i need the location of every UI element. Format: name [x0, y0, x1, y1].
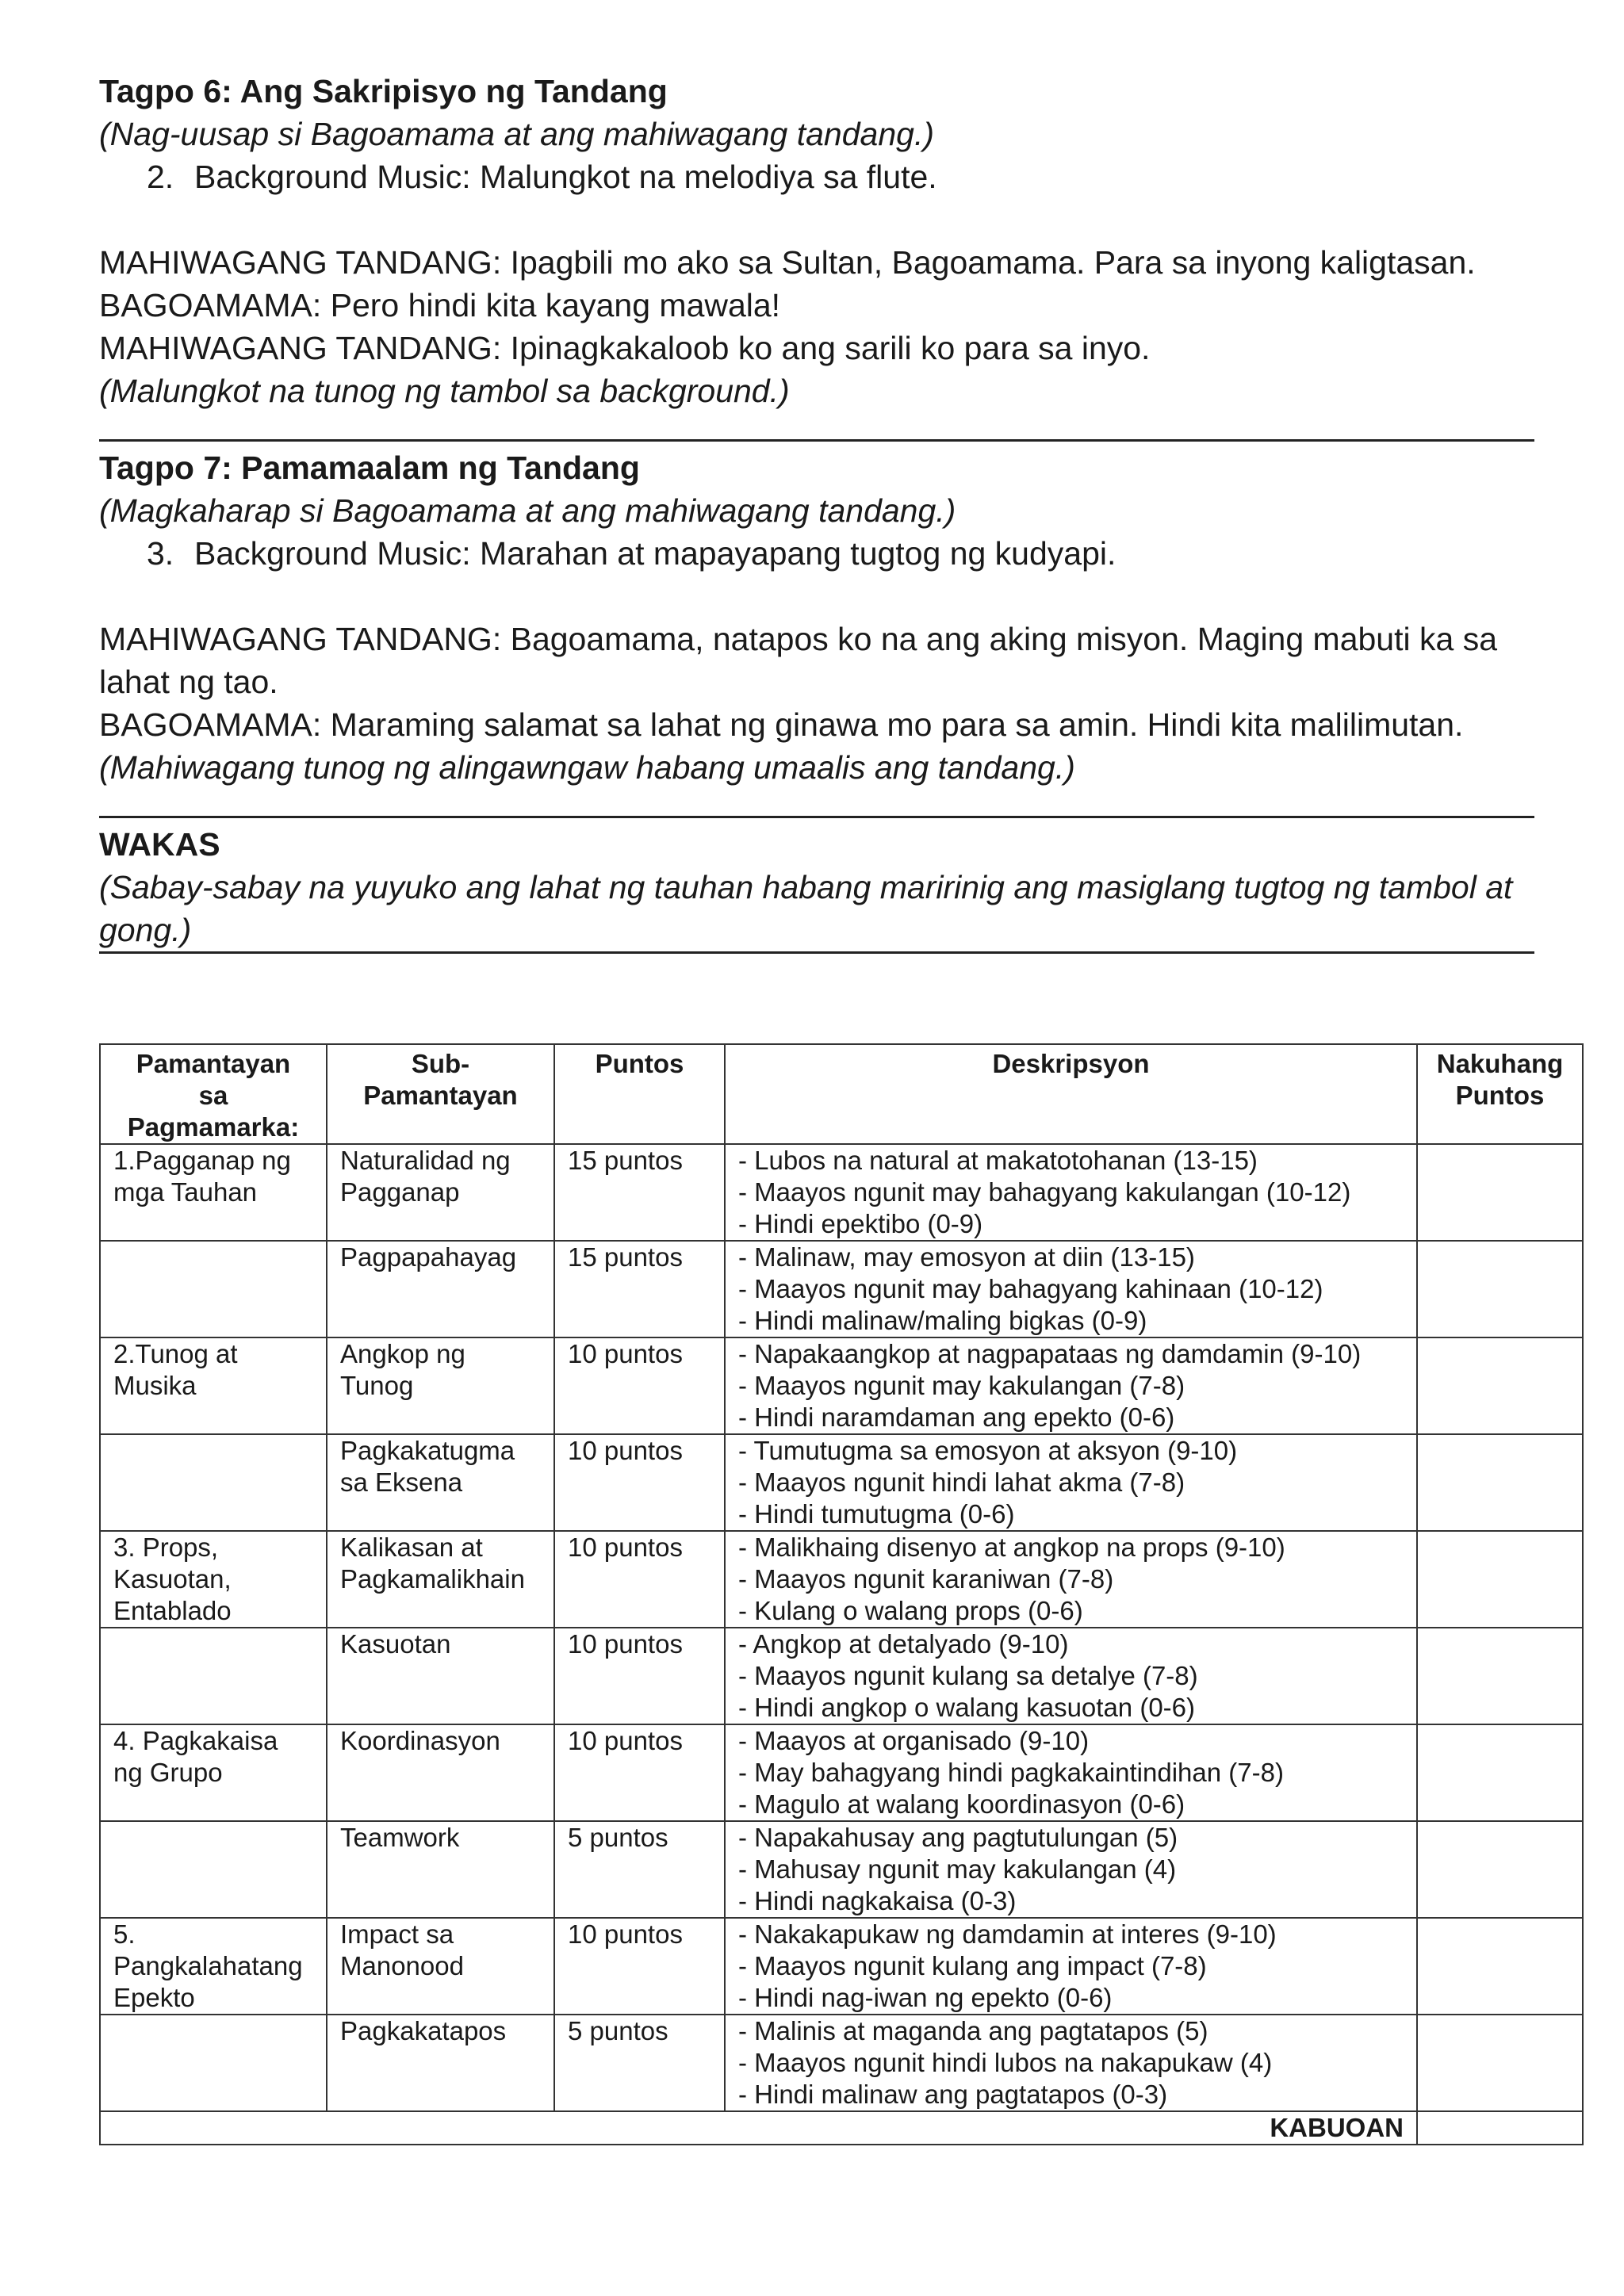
sub-criteria-cell: Angkop ng Tunog [327, 1337, 554, 1434]
description-header: Deskripsyon [725, 1044, 1417, 1144]
description-cell: - Nakakapukaw ng damdamin at interes (9-10) - Maayos ngunit kulang ang impact (7-8) - Hindi nag-iwan ng epekto (0-6) [725, 1918, 1417, 2015]
total-row [100, 2111, 1583, 2145]
points-cell: 10 puntos [554, 1918, 725, 2015]
criteria-cell [100, 1434, 327, 1531]
table-row [100, 1531, 1583, 1628]
points-cell: 10 puntos [554, 1724, 725, 1821]
sub-criteria-cell: Pagkakatugma sa Eksena [327, 1434, 554, 1531]
sub-criteria-cell: Impact sa Manonood [327, 1918, 554, 2015]
rubric-body [100, 1144, 1583, 2111]
points-cell: 15 puntos [554, 1241, 725, 1337]
criteria-cell [100, 1628, 327, 1724]
table-row [100, 1724, 1583, 1821]
music-text: Background Music: Marahan at mapayapang tugtog ng kudyapi. [194, 535, 1116, 572]
music-text: Background Music: Malungkot na melodiya sa flute. [194, 159, 937, 195]
sub-criteria-cell: Pagpapahayag [327, 1241, 554, 1337]
description-cell: - Malinis at maganda ang pagtatapos (5) - Maayos ngunit hindi lubos na nakapukaw (4) - Hindi malinaw ang pagtatapos (0-3) [725, 2015, 1417, 2111]
sub-criteria-cell: Teamwork [327, 1821, 554, 1918]
points-cell: 5 puntos [554, 1821, 725, 1918]
description-cell: - Maayos at organisado (9-10) - May bahagyang hindi pagkakaintindihan (7-8) - Magulo at walang koordinasyon (0-6) [725, 1724, 1417, 1821]
sub-criteria-cell: Koordinasyon [327, 1724, 554, 1821]
criteria-header: Pamantayan sa Pagmamarka: [100, 1044, 327, 1144]
score-cell[interactable] [1417, 1241, 1583, 1337]
table-row [100, 1241, 1583, 1337]
scene7-title: Tagpo 7: Pamamaalam ng Tandang [99, 450, 640, 486]
criteria-cell [100, 1241, 327, 1337]
description-cell: - Angkop at detalyado (9-10) - Maayos ngunit kulang sa detalye (7-8) - Hindi angkop o walang kasuotan (0-6) [725, 1628, 1417, 1724]
table-row [100, 1918, 1583, 2015]
score-header: Nakuhang Puntos [1417, 1044, 1583, 1144]
table-row [100, 1144, 1583, 1241]
scene6-title: Tagpo 6: Ang Sakripisyo ng Tandang [99, 73, 668, 109]
script-page [99, 70, 1534, 954]
criteria-cell [100, 2015, 327, 2111]
dialogue-line: MAHIWAGANG TANDANG: Bagoamama, natapos ko na ang aking misyon. Maging mabuti ka sa [99, 621, 1497, 657]
criteria-cell: 5. Pangkalahatang Epekto [100, 1918, 327, 2015]
score-cell[interactable] [1417, 1628, 1583, 1724]
ending-direction: (Sabay-sabay na yuyuko ang lahat ng tauhan habang maririnig ang masiglang tugtog ng tambol at [99, 869, 1513, 905]
sub-criteria-cell: Pagkakatapos [327, 2015, 554, 2111]
score-cell[interactable] [1417, 1821, 1583, 1918]
criteria-cell: 2.Tunog at Musika [100, 1337, 327, 1434]
points-cell: 10 puntos [554, 1434, 725, 1531]
criteria-cell: 4. Pagkakaisa ng Grupo [100, 1724, 327, 1821]
total-score-cell[interactable] [1417, 2111, 1583, 2145]
list-number: 2. [147, 159, 174, 195]
dialogue-line: BAGOAMAMA: Pero hindi kita kayang mawala! [99, 287, 781, 323]
description-cell: - Malinaw, may emosyon at diin (13-15) - Maayos ngunit may bahagyang kahinaan (10-12) - Hindi malinaw/maling bigkas (0-9) [725, 1241, 1417, 1337]
scene7-direction: (Magkaharap si Bagoamama at ang mahiwagang tandang.) [99, 492, 956, 529]
dialogue-line: MAHIWAGANG TANDANG: Ipagbili mo ako sa Sultan, Bagoamama. Para sa inyong kaligtasan. [99, 244, 1476, 281]
criteria-cell [100, 1821, 327, 1918]
points-cell: 10 puntos [554, 1337, 725, 1434]
points-cell: 15 puntos [554, 1144, 725, 1241]
dialogue-line: BAGOAMAMA: Maraming salamat sa lahat ng ginawa mo para sa amin. Hindi kita malilimutan. [99, 706, 1464, 743]
sub-criteria-cell: Kasuotan [327, 1628, 554, 1724]
ending-direction-continued: gong.) [99, 912, 192, 948]
criteria-cell: 3. Props, Kasuotan, Entablado [100, 1531, 327, 1628]
scene6-closing-direction: (Malungkot na tunog ng tambol sa background.) [99, 373, 790, 409]
total-label: KABUOAN [100, 2111, 1417, 2145]
sub-criteria-cell: Naturalidad ng Pagganap [327, 1144, 554, 1241]
dialogue-line-continued: lahat ng tao. [99, 664, 278, 700]
score-cell[interactable] [1417, 1337, 1583, 1434]
table-row [100, 1628, 1583, 1724]
score-cell[interactable] [1417, 1144, 1583, 1241]
score-cell[interactable] [1417, 1531, 1583, 1628]
sub-criteria-header: Sub- Pamantayan [327, 1044, 554, 1144]
list-number: 3. [147, 535, 174, 572]
score-cell[interactable] [1417, 2015, 1583, 2111]
points-cell: 10 puntos [554, 1628, 725, 1724]
sub-criteria-cell: Kalikasan at Pagkamalikhain [327, 1531, 554, 1628]
scene6-direction: (Nag-uusap si Bagoamama at ang mahiwagang tandang.) [99, 116, 934, 152]
table-row [100, 2015, 1583, 2111]
description-cell: - Napakahusay ang pagtutulungan (5) - Mahusay ngunit may kakulangan (4) - Hindi nagkakaisa (0-3) [725, 1821, 1417, 1918]
score-cell[interactable] [1417, 1434, 1583, 1531]
score-cell[interactable] [1417, 1724, 1583, 1821]
points-header: Puntos [554, 1044, 725, 1144]
scene7-closing-direction: (Mahiwagang tunog ng alingawngaw habang umaalis ang tandang.) [99, 749, 1075, 786]
section-divider [99, 951, 1534, 954]
ending-title: WAKAS [99, 826, 220, 863]
criteria-cell: 1.Pagganap ng mga Tauhan [100, 1144, 327, 1241]
rubric-header-row [100, 1044, 1583, 1144]
table-row [100, 1821, 1583, 1918]
dialogue-line: MAHIWAGANG TANDANG: Ipinagkakaloob ko ang sarili ko para sa inyo. [99, 330, 1151, 366]
description-cell: - Tumutugma sa emosyon at aksyon (9-10) - Maayos ngunit hindi lahat akma (7-8) - Hindi tumutugma (0-6) [725, 1434, 1417, 1531]
scene6-music-item [99, 155, 1534, 198]
score-cell[interactable] [1417, 1918, 1583, 2015]
table-row [100, 1434, 1583, 1531]
points-cell: 10 puntos [554, 1531, 725, 1628]
description-cell: - Lubos na natural at makatotohanan (13-15) - Maayos ngunit may bahagyang kakulangan (10-12) - Hindi epektibo (0-9) [725, 1144, 1417, 1241]
description-cell: - Napakaangkop at nagpapataas ng damdamin (9-10) - Maayos ngunit may kakulangan (7-8) - Hindi naramdaman ang epekto (0-6) [725, 1337, 1417, 1434]
rubric-table [99, 1043, 1584, 2145]
scene7-music-item [99, 532, 1534, 575]
description-cell: - Malikhaing disenyo at angkop na props (9-10) - Maayos ngunit karaniwan (7-8) - Kulang o walang props (0-6) [725, 1531, 1417, 1628]
table-row [100, 1337, 1583, 1434]
points-cell: 5 puntos [554, 2015, 725, 2111]
